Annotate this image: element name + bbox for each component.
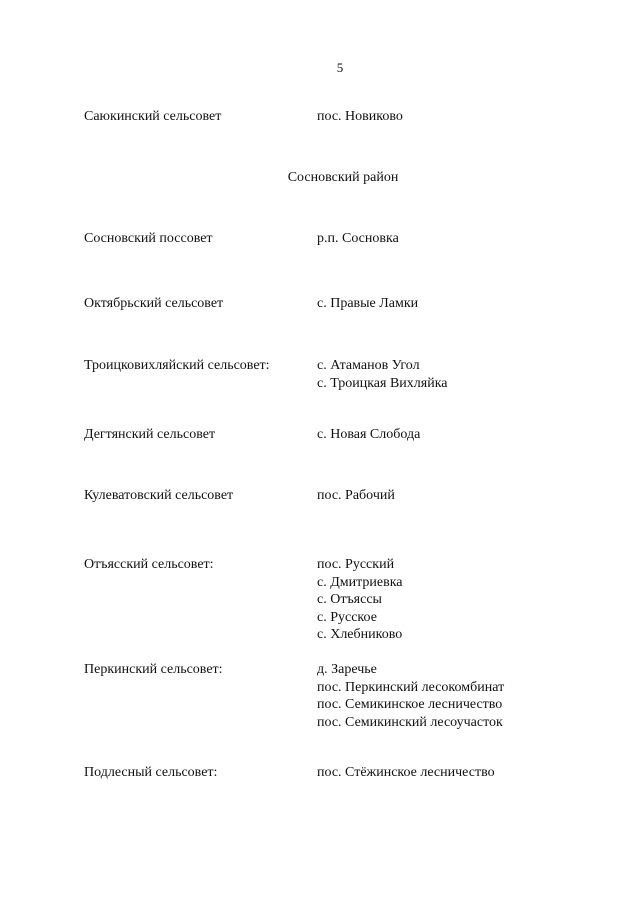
- settlement-item: с. Атаманов Угол: [317, 358, 420, 373]
- council-name: Троицковихляйский сельсовет:: [84, 358, 270, 373]
- council-name: Дегтянский сельсовет: [84, 427, 216, 442]
- council-name: Подлесный сельсовет:: [84, 765, 218, 780]
- settlement-item: пос. Стёжинское лесничество: [317, 765, 495, 780]
- settlement-item: пос. Семикинское лесничество: [317, 697, 503, 712]
- settlement-list: [317, 764, 597, 782]
- district-title: Сосновский район: [287, 170, 399, 185]
- council-name: Отъясский сельсовет:: [84, 557, 214, 572]
- settlement-item: с. Троицкая Вихляйка: [317, 375, 448, 391]
- settlement-list: [317, 426, 597, 444]
- council-name: Перкинский сельсовет:: [84, 662, 223, 677]
- settlement-list: [317, 295, 597, 313]
- settlement-item: пос. Русский: [317, 557, 395, 572]
- settlement-list: [317, 108, 597, 126]
- settlement-item: д. Заречье: [317, 662, 377, 677]
- council-name: Сосновский поссовет: [84, 231, 213, 246]
- settlement-item: с. Хлебниково: [317, 627, 403, 642]
- settlement-item: пос. Новиково: [317, 109, 403, 124]
- settlement-list: [317, 357, 597, 392]
- council-name: Саюкинский сельсовет: [84, 109, 222, 124]
- settlement-item: с. Новая Слобода: [317, 427, 421, 442]
- settlement-item: с. Дмитриевка: [317, 574, 403, 590]
- settlement-list: [317, 556, 597, 644]
- settlement-item: р.п. Сосновка: [317, 231, 399, 246]
- settlement-list: [317, 230, 597, 248]
- settlement-item: с. Правые Ламки: [317, 296, 419, 311]
- settlement-item: с. Отъяссы: [317, 592, 382, 607]
- settlement-list: [317, 487, 597, 505]
- settlement-item: пос. Семикинский лесоучасток: [317, 714, 503, 730]
- council-name: Кулеватовский сельсовет: [84, 488, 234, 503]
- page-number: 5: [336, 60, 344, 75]
- settlement-list: [317, 661, 597, 731]
- settlement-item: с. Русское: [317, 609, 377, 625]
- council-name: Октябрьский сельсовет: [84, 296, 224, 311]
- settlement-item: пос. Перкинский лесокомбинат: [317, 679, 505, 695]
- settlement-item: пос. Рабочий: [317, 488, 395, 503]
